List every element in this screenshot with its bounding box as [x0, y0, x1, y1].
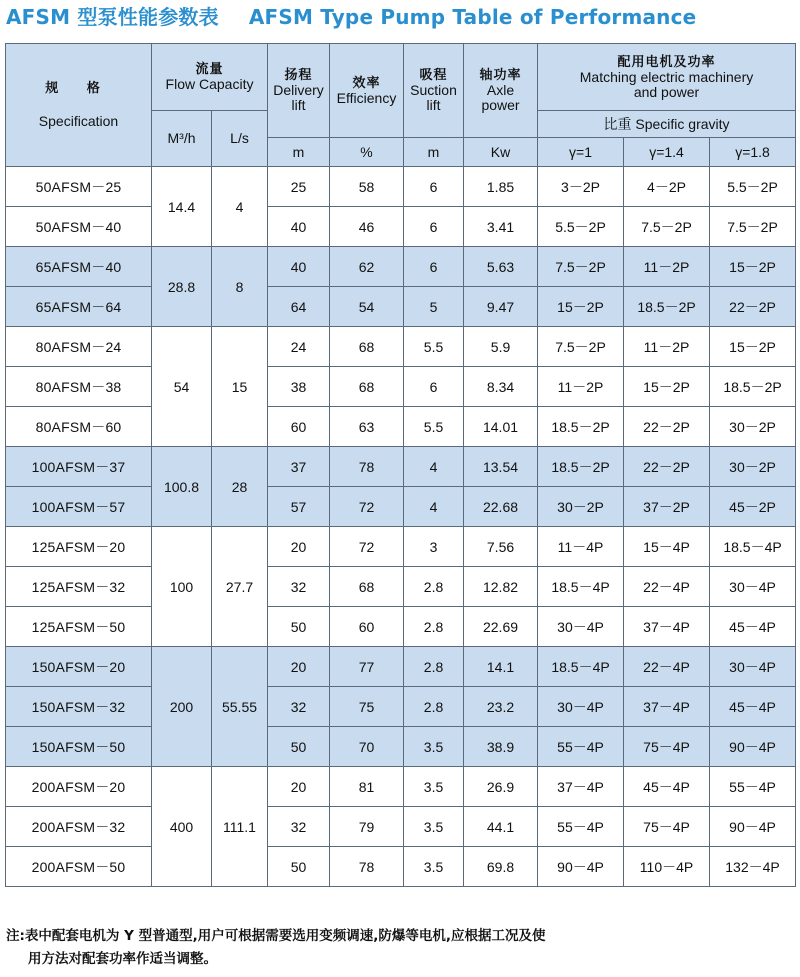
header-gravity-1-8: γ=1.8 [710, 138, 796, 167]
table-row [6, 407, 796, 447]
cell-power: 22.68 [464, 487, 538, 527]
cell-motor-g1-8: 45－4P [710, 687, 796, 727]
cell-motor-g1-4: 7.5－2P [624, 207, 710, 247]
cell-suction: 3.5 [404, 727, 464, 767]
cell-flow-m3h: 100.8 [152, 447, 212, 527]
cell-flow-ls: 4 [212, 167, 268, 247]
cell-model: 80AFSM－24 [6, 327, 152, 367]
header-specification: 规 格 Specification [6, 44, 152, 167]
cell-suction: 4 [404, 487, 464, 527]
cell-motor-g1: 18.5－2P [538, 447, 624, 487]
header-flow: 流量 Flow Capacity [152, 44, 268, 111]
cell-motor-g1-8: 18.5－4P [710, 527, 796, 567]
cell-suction: 2.8 [404, 647, 464, 687]
cell-power: 22.69 [464, 607, 538, 647]
cell-power: 14.01 [464, 407, 538, 447]
cell-model: 200AFSM－20 [6, 767, 152, 807]
cell-motor-g1-8: 7.5－2P [710, 207, 796, 247]
cell-head: 60 [268, 407, 330, 447]
cell-model: 80AFSM－38 [6, 367, 152, 407]
footnote-line-1: 注:表中配套电机为 Y 型普通型,用户可根据需要选用变频调速,防爆等电机,应根据工况及使 [6, 928, 546, 944]
header-unit-head: m [268, 138, 330, 167]
table-row [6, 607, 796, 647]
cell-power: 38.9 [464, 727, 538, 767]
cell-model: 150AFSM－50 [6, 727, 152, 767]
cell-suction: 6 [404, 167, 464, 207]
cell-flow-ls: 28 [212, 447, 268, 527]
cell-motor-g1: 18.5－4P [538, 647, 624, 687]
cell-suction: 3.5 [404, 767, 464, 807]
cell-head: 50 [268, 847, 330, 887]
cell-flow-ls: 55.55 [212, 647, 268, 767]
table-body [6, 167, 796, 887]
header-delivery-lift: 扬程 Delivery lift [268, 44, 330, 138]
cell-efficiency: 68 [330, 567, 404, 607]
cell-motor-g1-8: 5.5－2P [710, 167, 796, 207]
cell-efficiency: 68 [330, 367, 404, 407]
header-efficiency: 效率 Efficiency [330, 44, 404, 138]
table-row [6, 487, 796, 527]
cell-motor-g1-4: 37－4P [624, 687, 710, 727]
cell-model: 50AFSM－25 [6, 167, 152, 207]
table-row [6, 527, 796, 567]
cell-power: 5.9 [464, 327, 538, 367]
cell-flow-ls: 111.1 [212, 767, 268, 887]
cell-flow-m3h: 14.4 [152, 167, 212, 247]
cell-motor-g1-8: 30－2P [710, 447, 796, 487]
table-row [6, 727, 796, 767]
cell-model: 80AFSM－60 [6, 407, 152, 447]
cell-suction: 2.8 [404, 607, 464, 647]
cell-efficiency: 60 [330, 607, 404, 647]
cell-motor-g1-8: 30－4P [710, 647, 796, 687]
cell-motor-g1: 55－4P [538, 807, 624, 847]
cell-flow-m3h: 200 [152, 647, 212, 767]
title-en: AFSM Type Pump Table of Performance [248, 5, 697, 29]
cell-motor-g1: 15－2P [538, 287, 624, 327]
cell-motor-g1-8: 132－4P [710, 847, 796, 887]
cell-motor-g1-4: 22－4P [624, 567, 710, 607]
cell-power: 44.1 [464, 807, 538, 847]
cell-suction: 3 [404, 527, 464, 567]
cell-head: 25 [268, 167, 330, 207]
cell-motor-g1-4: 11－2P [624, 247, 710, 287]
table-row [6, 167, 796, 207]
cell-suction: 3.5 [404, 847, 464, 887]
cell-head: 32 [268, 567, 330, 607]
cell-motor-g1-4: 15－2P [624, 367, 710, 407]
cell-motor-g1-4: 110－4P [624, 847, 710, 887]
cell-power: 14.1 [464, 647, 538, 687]
cell-motor-g1-4: 15－4P [624, 527, 710, 567]
cell-motor-g1: 3－2P [538, 167, 624, 207]
cell-motor-g1: 30－4P [538, 687, 624, 727]
cell-efficiency: 81 [330, 767, 404, 807]
cell-flow-m3h: 100 [152, 527, 212, 647]
cell-power: 69.8 [464, 847, 538, 887]
footnote-line-2: 用方法对配套功率作适当调整。 [28, 951, 217, 967]
header-gravity-1-4: γ=1.4 [624, 138, 710, 167]
cell-head: 50 [268, 727, 330, 767]
header-unit-m3h: M³/h [152, 111, 212, 167]
cell-head: 64 [268, 287, 330, 327]
cell-motor-g1-8: 45－4P [710, 607, 796, 647]
cell-motor-g1-4: 22－4P [624, 647, 710, 687]
cell-motor-g1: 37－4P [538, 767, 624, 807]
cell-suction: 6 [404, 367, 464, 407]
cell-motor-g1: 90－4P [538, 847, 624, 887]
page-title [6, 2, 696, 32]
cell-head: 37 [268, 447, 330, 487]
cell-motor-g1-8: 15－2P [710, 247, 796, 287]
cell-motor-g1-8: 15－2P [710, 327, 796, 367]
cell-head: 20 [268, 767, 330, 807]
cell-efficiency: 58 [330, 167, 404, 207]
cell-motor-g1: 30－4P [538, 607, 624, 647]
cell-model: 50AFSM－40 [6, 207, 152, 247]
cell-head: 20 [268, 527, 330, 567]
cell-motor-g1: 30－2P [538, 487, 624, 527]
cell-model: 100AFSM－37 [6, 447, 152, 487]
cell-motor-g1: 11－4P [538, 527, 624, 567]
cell-efficiency: 63 [330, 407, 404, 447]
table-row [6, 207, 796, 247]
cell-motor-g1: 11－2P [538, 367, 624, 407]
cell-motor-g1: 18.5－4P [538, 567, 624, 607]
table-row [6, 247, 796, 287]
cell-suction: 2.8 [404, 687, 464, 727]
cell-power: 7.56 [464, 527, 538, 567]
cell-model: 100AFSM－57 [6, 487, 152, 527]
header-unit-ls: L/s [212, 111, 268, 167]
cell-motor-g1-8: 22－2P [710, 287, 796, 327]
cell-efficiency: 75 [330, 687, 404, 727]
cell-power: 9.47 [464, 287, 538, 327]
cell-efficiency: 62 [330, 247, 404, 287]
performance-table [5, 43, 796, 887]
cell-head: 57 [268, 487, 330, 527]
cell-motor-g1-4: 22－2P [624, 407, 710, 447]
cell-flow-m3h: 28.8 [152, 247, 212, 327]
table-row [6, 327, 796, 367]
footnote [6, 925, 796, 971]
cell-efficiency: 78 [330, 847, 404, 887]
cell-head: 32 [268, 807, 330, 847]
cell-head: 32 [268, 687, 330, 727]
cell-suction: 5.5 [404, 327, 464, 367]
table-row [6, 687, 796, 727]
table-row [6, 447, 796, 487]
cell-motor-g1: 55－4P [538, 727, 624, 767]
cell-power: 26.9 [464, 767, 538, 807]
table-row [6, 367, 796, 407]
cell-head: 40 [268, 247, 330, 287]
cell-motor-g1: 5.5－2P [538, 207, 624, 247]
cell-motor-g1-4: 4－2P [624, 167, 710, 207]
cell-suction: 3.5 [404, 807, 464, 847]
header-matching-motor: 配用电机及功率 Matching electric machinery and power [538, 44, 796, 111]
cell-model: 150AFSM－32 [6, 687, 152, 727]
cell-motor-g1-8: 55－4P [710, 767, 796, 807]
cell-power: 8.34 [464, 367, 538, 407]
cell-motor-g1-4: 37－2P [624, 487, 710, 527]
cell-suction: 4 [404, 447, 464, 487]
cell-efficiency: 46 [330, 207, 404, 247]
cell-motor-g1: 7.5－2P [538, 247, 624, 287]
cell-motor-g1: 18.5－2P [538, 407, 624, 447]
cell-suction: 2.8 [404, 567, 464, 607]
cell-model: 65AFSM－64 [6, 287, 152, 327]
cell-efficiency: 68 [330, 327, 404, 367]
header-specific-gravity: 比重 Specific gravity [538, 111, 796, 138]
cell-head: 24 [268, 327, 330, 367]
table-row [6, 847, 796, 887]
table-row [6, 647, 796, 687]
cell-model: 125AFSM－20 [6, 527, 152, 567]
cell-motor-g1-8: 18.5－2P [710, 367, 796, 407]
cell-head: 50 [268, 607, 330, 647]
cell-efficiency: 78 [330, 447, 404, 487]
cell-suction: 6 [404, 247, 464, 287]
cell-efficiency: 70 [330, 727, 404, 767]
header-unit-power: Kw [464, 138, 538, 167]
cell-power: 12.82 [464, 567, 538, 607]
cell-efficiency: 72 [330, 487, 404, 527]
header-gravity-1: γ=1 [538, 138, 624, 167]
cell-model: 200AFSM－32 [6, 807, 152, 847]
cell-power: 1.85 [464, 167, 538, 207]
cell-power: 23.2 [464, 687, 538, 727]
cell-motor-g1-8: 30－2P [710, 407, 796, 447]
cell-motor-g1-8: 90－4P [710, 727, 796, 767]
cell-head: 40 [268, 207, 330, 247]
cell-motor-g1: 7.5－2P [538, 327, 624, 367]
table-row [6, 767, 796, 807]
cell-motor-g1-4: 22－2P [624, 447, 710, 487]
cell-suction: 6 [404, 207, 464, 247]
table-row [6, 287, 796, 327]
cell-motor-g1-8: 45－2P [710, 487, 796, 527]
cell-suction: 5 [404, 287, 464, 327]
cell-motor-g1-4: 45－4P [624, 767, 710, 807]
cell-flow-m3h: 400 [152, 767, 212, 887]
cell-model: 200AFSM－50 [6, 847, 152, 887]
table-row [6, 567, 796, 607]
cell-motor-g1-4: 11－2P [624, 327, 710, 367]
cell-efficiency: 72 [330, 527, 404, 567]
cell-efficiency: 54 [330, 287, 404, 327]
cell-power: 13.54 [464, 447, 538, 487]
cell-efficiency: 79 [330, 807, 404, 847]
cell-model: 125AFSM－50 [6, 607, 152, 647]
cell-power: 3.41 [464, 207, 538, 247]
cell-motor-g1-8: 90－4P [710, 807, 796, 847]
header-axle-power: 轴功率 Axle power [464, 44, 538, 138]
cell-model: 125AFSM－32 [6, 567, 152, 607]
cell-motor-g1-4: 75－4P [624, 807, 710, 847]
header-unit-suction: m [404, 138, 464, 167]
cell-flow-ls: 15 [212, 327, 268, 447]
header-unit-eff: % [330, 138, 404, 167]
cell-motor-g1-4: 18.5－2P [624, 287, 710, 327]
cell-motor-g1-8: 30－4P [710, 567, 796, 607]
cell-head: 20 [268, 647, 330, 687]
cell-efficiency: 77 [330, 647, 404, 687]
cell-head: 38 [268, 367, 330, 407]
cell-flow-ls: 8 [212, 247, 268, 327]
cell-suction: 5.5 [404, 407, 464, 447]
cell-flow-ls: 27.7 [212, 527, 268, 647]
table-row [6, 807, 796, 847]
cell-model: 150AFSM－20 [6, 647, 152, 687]
header-suction-lift: 吸程 Suction lift [404, 44, 464, 138]
cell-model: 65AFSM－40 [6, 247, 152, 287]
cell-power: 5.63 [464, 247, 538, 287]
title-cn: AFSM 型泵性能参数表 [6, 5, 219, 29]
cell-motor-g1-4: 37－4P [624, 607, 710, 647]
cell-flow-m3h: 54 [152, 327, 212, 447]
cell-motor-g1-4: 75－4P [624, 727, 710, 767]
